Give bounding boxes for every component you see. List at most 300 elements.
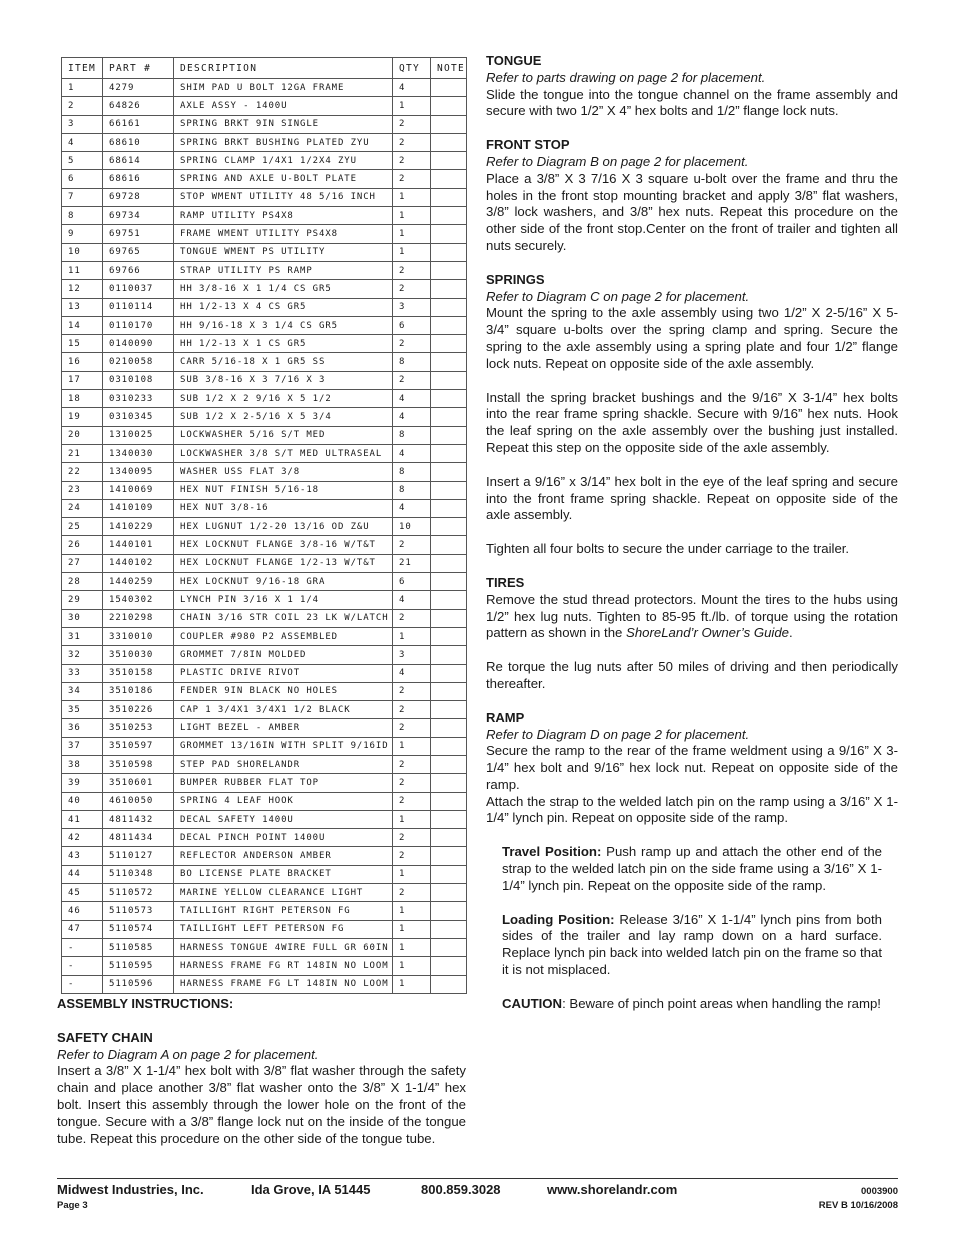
cell-qty: 4: [393, 499, 431, 517]
cell-note: [431, 957, 467, 975]
cell-part-number: 3510601: [103, 774, 174, 792]
cell-qty: 4: [393, 444, 431, 462]
cell-qty: 2: [393, 884, 431, 902]
cell-qty: 1: [393, 957, 431, 975]
left-column: [57, 996, 466, 1147]
cell-qty: 1: [393, 97, 431, 115]
cell-part-number: 68616: [103, 170, 174, 188]
cell-description: SPRING BRKT 9IN SINGLE: [174, 115, 393, 133]
cell-qty: 1: [393, 225, 431, 243]
cell-item: 24: [62, 499, 103, 517]
cell-description: GROMMET 13/16IN WITH SPLIT 9/16ID: [174, 737, 393, 755]
cell-note: [431, 682, 467, 700]
cell-note: [431, 829, 467, 847]
table-row: [62, 774, 467, 792]
cell-part-number: 3510186: [103, 682, 174, 700]
ramp-ref: Refer to Diagram D on page 2 for placement.: [486, 726, 750, 742]
header-note: NOTE: [431, 58, 467, 79]
cell-note: [431, 390, 467, 408]
cell-description: HH 3/8-16 X 1 1/4 CS GR5: [174, 280, 393, 298]
cell-description: FENDER 9IN BLACK NO HOLES: [174, 682, 393, 700]
cell-note: [431, 938, 467, 956]
cell-note: [431, 463, 467, 481]
cell-note: [431, 920, 467, 938]
springs-heading: SPRINGS: [486, 271, 545, 287]
cell-item: 9: [62, 225, 103, 243]
table-row: [62, 426, 467, 444]
cell-item: 31: [62, 627, 103, 645]
cell-part-number: 69728: [103, 188, 174, 206]
table-header-row: [62, 58, 467, 79]
table-row: [62, 810, 467, 828]
cell-note: [431, 188, 467, 206]
table-row: [62, 554, 467, 572]
cell-part-number: 1410069: [103, 481, 174, 499]
table-row: [62, 335, 467, 353]
tires-body-2: Re torque the lug nuts after 50 miles of driving and then periodically thereafter.: [486, 659, 898, 691]
cell-qty: 8: [393, 426, 431, 444]
parts-table: [61, 57, 467, 994]
cell-qty: 2: [393, 152, 431, 170]
cell-item: 47: [62, 920, 103, 938]
cell-item: 6: [62, 170, 103, 188]
cell-description: BUMPER RUBBER FLAT TOP: [174, 774, 393, 792]
cell-part-number: 4811434: [103, 829, 174, 847]
footer-divider: [57, 1178, 898, 1179]
springs-ref: Refer to Diagram C on page 2 for placement.: [486, 288, 750, 304]
table-row: [62, 225, 467, 243]
header-part: PART #: [103, 58, 174, 79]
table-row: [62, 97, 467, 115]
cell-item: 3: [62, 115, 103, 133]
cell-part-number: 3510253: [103, 719, 174, 737]
cell-description: PLASTIC DRIVE RIVOT: [174, 664, 393, 682]
table-row: [62, 243, 467, 261]
cell-part-number: 1440102: [103, 554, 174, 572]
cell-item: 38: [62, 755, 103, 773]
table-row: [62, 536, 467, 554]
cell-description: DECAL SAFETY 1400U: [174, 810, 393, 828]
cell-part-number: 5110573: [103, 902, 174, 920]
cell-part-number: 69765: [103, 243, 174, 261]
cell-qty: 2: [393, 774, 431, 792]
header-description: DESCRIPTION: [174, 58, 393, 79]
table-row: [62, 847, 467, 865]
footer-doc-number: 0003900: [861, 1186, 898, 1197]
cell-part-number: 1340095: [103, 463, 174, 481]
cell-part-number: 1410229: [103, 518, 174, 536]
cell-item: 2: [62, 97, 103, 115]
cell-qty: 8: [393, 463, 431, 481]
cell-note: [431, 975, 467, 993]
cell-qty: 1: [393, 737, 431, 755]
cell-part-number: 3310010: [103, 627, 174, 645]
tongue-body: Slide the tongue into the tongue channel on the frame assembly and secure with two 1/2” X 4” hex bolts and 1/2” flange lock nuts.: [486, 86, 898, 119]
cell-part-number: 0140090: [103, 335, 174, 353]
cell-note: [431, 591, 467, 609]
springs-body-2: Install the spring bracket bushings and the 9/16” X 3-1/4” hex bolts into the rear frame spring shackle. Secure with 9/16” hex nuts. Hook the leaf spring on the axle assembly over the bushing just installed. Repeat this step on the opposite side of the axle assembly.: [486, 389, 898, 455]
ramp-heading: RAMP: [486, 709, 525, 725]
cell-note: [431, 609, 467, 627]
cell-note: [431, 225, 467, 243]
cell-qty: 4: [393, 390, 431, 408]
table-row: [62, 188, 467, 206]
cell-part-number: 5110596: [103, 975, 174, 993]
table-row: [62, 591, 467, 609]
table-row: [62, 298, 467, 316]
table-row: [62, 701, 467, 719]
cell-description: SUB 3/8-16 X 3 7/16 X 3: [174, 371, 393, 389]
cell-item: 15: [62, 335, 103, 353]
cell-note: [431, 261, 467, 279]
cell-item: 12: [62, 280, 103, 298]
cell-description: HEX LOCKNUT 9/16-18 GRA: [174, 573, 393, 591]
tires-body-1: [486, 592, 898, 642]
cell-part-number: 0310108: [103, 371, 174, 389]
table-row: [62, 280, 467, 298]
cell-qty: 1: [393, 627, 431, 645]
cell-description: STOP WMENT UTILITY 48 5/16 INCH: [174, 188, 393, 206]
cell-qty: 2: [393, 261, 431, 279]
table-row: [62, 170, 467, 188]
table-row: [62, 408, 467, 426]
cell-qty: 1: [393, 938, 431, 956]
table-row: [62, 682, 467, 700]
cell-item: 13: [62, 298, 103, 316]
table-row: [62, 884, 467, 902]
cell-item: 42: [62, 829, 103, 847]
cell-note: [431, 115, 467, 133]
cell-item: 37: [62, 737, 103, 755]
cell-note: [431, 884, 467, 902]
cell-note: [431, 79, 467, 97]
cell-note: [431, 408, 467, 426]
cell-note: [431, 664, 467, 682]
cell-item: 41: [62, 810, 103, 828]
table-row: [62, 499, 467, 517]
cell-description: HH 1/2-13 X 1 CS GR5: [174, 335, 393, 353]
footer-city: Ida Grove, IA 51445: [251, 1182, 371, 1197]
table-row: [62, 463, 467, 481]
cell-description: TONGUE WMENT PS UTILITY: [174, 243, 393, 261]
table-row: [62, 792, 467, 810]
cell-qty: 4: [393, 591, 431, 609]
table-row: [62, 609, 467, 627]
cell-item: 18: [62, 390, 103, 408]
footer-website: www.shorelandr.com: [547, 1182, 678, 1197]
cell-part-number: 69766: [103, 261, 174, 279]
loading-position-body: Release 3/16” X 1-1/4” lynch pins from both sides of the trailer and lay ramp down on a hard surface. Replace lynch pin back into welded latch pin on the frame so that it is not misplaced.: [502, 911, 882, 978]
cell-part-number: 4279: [103, 79, 174, 97]
cell-item: 23: [62, 481, 103, 499]
cell-item: 25: [62, 518, 103, 536]
cell-item: 8: [62, 207, 103, 225]
table-row: [62, 152, 467, 170]
cell-qty: 2: [393, 719, 431, 737]
table-row: [62, 975, 467, 993]
cell-qty: 2: [393, 755, 431, 773]
cell-part-number: 68610: [103, 133, 174, 151]
front-stop-ref: Refer to Diagram B on page 2 for placement.: [486, 153, 749, 169]
cell-part-number: 3510598: [103, 755, 174, 773]
cell-qty: 2: [393, 701, 431, 719]
loading-position-paragraph: [502, 912, 882, 979]
safety-chain-body: Insert a 3/8” X 1-1/4” hex bolt with 3/8” flat washer through the safety chain and place another 3/8” flat washer onto the 3/8” X 1-1/4” hex bolt. Insert this assembly through the lower hole on the front of the tongue. Secure with a 3/8” flange lock nut on the inside of the tongue tube. Repeat this procedure on the other side of the tongue tube.: [57, 1063, 466, 1146]
cell-part-number: 2210298: [103, 609, 174, 627]
cell-item: 29: [62, 591, 103, 609]
cell-item: -: [62, 975, 103, 993]
cell-item: 30: [62, 609, 103, 627]
cell-item: 43: [62, 847, 103, 865]
table-row: [62, 920, 467, 938]
cell-part-number: 66161: [103, 115, 174, 133]
cell-qty: 4: [393, 79, 431, 97]
table-row: [62, 938, 467, 956]
cell-description: DECAL PINCH POINT 1400U: [174, 829, 393, 847]
cell-description: HEX LOCKNUT FLANGE 3/8-16 W/T&T: [174, 536, 393, 554]
assembly-instructions-title: ASSEMBLY INSTRUCTIONS:: [57, 996, 234, 1011]
cell-item: 26: [62, 536, 103, 554]
cell-description: CHAIN 3/16 STR COIL 23 LK W/LATCH: [174, 609, 393, 627]
loading-position-label: Loading Position:: [502, 911, 615, 927]
cell-note: [431, 774, 467, 792]
cell-description: COUPLER #980 P2 ASSEMBLED: [174, 627, 393, 645]
cell-qty: 6: [393, 573, 431, 591]
cell-note: [431, 810, 467, 828]
cell-note: [431, 207, 467, 225]
cell-description: HEX LOCKNUT FLANGE 1/2-13 W/T&T: [174, 554, 393, 572]
cell-qty: 1: [393, 207, 431, 225]
cell-item: 21: [62, 444, 103, 462]
header-qty: QTY: [393, 58, 431, 79]
table-row: [62, 755, 467, 773]
table-row: [62, 261, 467, 279]
cell-qty: 21: [393, 554, 431, 572]
cell-description: FRAME WMENT UTILITY PS4X8: [174, 225, 393, 243]
cell-qty: 4: [393, 408, 431, 426]
cell-note: [431, 335, 467, 353]
cell-qty: 1: [393, 243, 431, 261]
cell-note: [431, 152, 467, 170]
cell-note: [431, 865, 467, 883]
footer-company: Midwest Industries, Inc.: [57, 1182, 204, 1197]
cell-item: 17: [62, 371, 103, 389]
cell-part-number: 1310025: [103, 426, 174, 444]
header-item: ITEM: [62, 58, 103, 79]
cell-note: [431, 847, 467, 865]
cell-description: HEX NUT FINISH 5/16-18: [174, 481, 393, 499]
cell-item: 44: [62, 865, 103, 883]
cell-description: GROMMET 7/8IN MOLDED: [174, 646, 393, 664]
cell-note: [431, 353, 467, 371]
table-row: [62, 865, 467, 883]
cell-note: [431, 627, 467, 645]
table-row: [62, 353, 467, 371]
cell-description: CAP 1 3/4X1 3/4X1 1/2 BLACK: [174, 701, 393, 719]
cell-note: [431, 298, 467, 316]
cell-item: 14: [62, 316, 103, 334]
cell-part-number: 1340030: [103, 444, 174, 462]
cell-item: 10: [62, 243, 103, 261]
cell-description: BO LICENSE PLATE BRACKET: [174, 865, 393, 883]
cell-part-number: 5110572: [103, 884, 174, 902]
cell-part-number: 5110595: [103, 957, 174, 975]
footer-page-number: Page 3: [57, 1200, 88, 1211]
safety-chain-ref: Refer to Diagram A on page 2 for placement.: [57, 1046, 319, 1062]
cell-description: RAMP UTILITY PS4X8: [174, 207, 393, 225]
cell-note: [431, 280, 467, 298]
table-row: [62, 719, 467, 737]
cell-description: LOCKWASHER 3/8 S/T MED ULTRASEAL: [174, 444, 393, 462]
table-row: [62, 79, 467, 97]
cell-note: [431, 737, 467, 755]
cell-qty: 1: [393, 188, 431, 206]
cell-qty: 1: [393, 975, 431, 993]
cell-note: [431, 701, 467, 719]
cell-part-number: 5110127: [103, 847, 174, 865]
cell-part-number: 0110114: [103, 298, 174, 316]
table-row: [62, 207, 467, 225]
springs-body-1: Mount the spring to the axle assembly using two 1/2” X 2-5/16” X 5-3/4” square u-bolts over the spring clamp and spring. Secure the spring to the axle assembly using a spring plate and four 1/2” flange lock nuts. Repeat on opposite side of the axle assembly.: [486, 305, 898, 371]
cell-description: HEX NUT 3/8-16: [174, 499, 393, 517]
cell-item: 28: [62, 573, 103, 591]
cell-item: 36: [62, 719, 103, 737]
cell-item: 19: [62, 408, 103, 426]
cell-part-number: 0310345: [103, 408, 174, 426]
cell-description: STRAP UTILITY PS RAMP: [174, 261, 393, 279]
cell-item: 1: [62, 79, 103, 97]
cell-qty: 2: [393, 609, 431, 627]
cell-item: 45: [62, 884, 103, 902]
cell-part-number: 5110585: [103, 938, 174, 956]
cell-part-number: 5110348: [103, 865, 174, 883]
cell-description: HARNESS FRAME FG RT 148IN NO LOOM: [174, 957, 393, 975]
footer-revision: REV B 10/16/2008: [818, 1200, 898, 1211]
tongue-ref: Refer to parts drawing on page 2 for placement.: [486, 69, 766, 85]
cell-item: 35: [62, 701, 103, 719]
cell-item: 33: [62, 664, 103, 682]
caution-body: : Beware of pinch point areas when handling the ramp!: [562, 995, 881, 1011]
right-column: [486, 53, 898, 1013]
tires-body-1-text: Remove the stud thread protectors. Mount the tires to the hubs using 1/2” hex lug nuts. Tighten to 85-95 ft./lb. of torque using the rotation pattern as shown in the: [486, 591, 898, 641]
cell-qty: 2: [393, 792, 431, 810]
cell-note: [431, 243, 467, 261]
cell-note: [431, 97, 467, 115]
cell-note: [431, 554, 467, 572]
cell-qty: 8: [393, 481, 431, 499]
cell-qty: 4: [393, 664, 431, 682]
cell-note: [431, 444, 467, 462]
table-row: [62, 664, 467, 682]
cell-item: 40: [62, 792, 103, 810]
cell-qty: 1: [393, 920, 431, 938]
cell-part-number: 4811432: [103, 810, 174, 828]
cell-qty: 3: [393, 298, 431, 316]
cell-qty: 2: [393, 170, 431, 188]
cell-description: LIGHT BEZEL - AMBER: [174, 719, 393, 737]
cell-description: HEX LUGNUT 1/2-20 13/16 OD Z&U: [174, 518, 393, 536]
cell-part-number: 3510030: [103, 646, 174, 664]
cell-qty: 2: [393, 682, 431, 700]
cell-qty: 2: [393, 829, 431, 847]
cell-part-number: 64826: [103, 97, 174, 115]
cell-item: 4: [62, 133, 103, 151]
cell-qty: 3: [393, 646, 431, 664]
cell-part-number: 0310233: [103, 390, 174, 408]
table-row: [62, 316, 467, 334]
cell-note: [431, 481, 467, 499]
cell-description: WASHER USS FLAT 3/8: [174, 463, 393, 481]
table-row: [62, 627, 467, 645]
cell-part-number: 3510158: [103, 664, 174, 682]
cell-note: [431, 755, 467, 773]
cell-part-number: 3510226: [103, 701, 174, 719]
table-row: [62, 518, 467, 536]
cell-description: SPRING AND AXLE U-BOLT PLATE: [174, 170, 393, 188]
travel-position-paragraph: [502, 844, 882, 894]
table-row: [62, 371, 467, 389]
cell-note: [431, 316, 467, 334]
cell-item: 7: [62, 188, 103, 206]
cell-qty: 2: [393, 280, 431, 298]
ramp-body-2: Attach the strap to the welded latch pin on the ramp using a 3/16” X 1-1/4” lynch pin. Repeat on opposite side of the ramp.: [486, 793, 898, 826]
cell-description: REFLECTOR ANDERSON AMBER: [174, 847, 393, 865]
cell-part-number: 1440259: [103, 573, 174, 591]
cell-qty: 2: [393, 133, 431, 151]
travel-position-body: Push ramp up and attach the other end of the strap to the welded latch pin on the side frame using a 3/16” X 1-1/4” lynch pin. Repeat on the opposite side of the ramp.: [502, 844, 882, 893]
cell-item: 32: [62, 646, 103, 664]
tires-heading: TIRES: [486, 574, 525, 590]
table-row: [62, 646, 467, 664]
cell-description: SPRING 4 LEAF HOOK: [174, 792, 393, 810]
safety-chain-heading: SAFETY CHAIN: [57, 1029, 153, 1045]
cell-description: TAILLIGHT RIGHT PETERSON FG: [174, 902, 393, 920]
cell-part-number: 69751: [103, 225, 174, 243]
cell-description: SPRING CLAMP 1/4X1 1/2X4 ZYU: [174, 152, 393, 170]
cell-part-number: 4610050: [103, 792, 174, 810]
cell-qty: 2: [393, 115, 431, 133]
cell-item: 16: [62, 353, 103, 371]
cell-item: 34: [62, 682, 103, 700]
cell-description: TAILLIGHT LEFT PETERSON FG: [174, 920, 393, 938]
tongue-heading: TONGUE: [486, 53, 542, 68]
cell-qty: 2: [393, 847, 431, 865]
cell-item: 20: [62, 426, 103, 444]
cell-note: [431, 792, 467, 810]
cell-qty: 1: [393, 810, 431, 828]
table-row: [62, 481, 467, 499]
springs-body-3: Insert a 9/16” x 3/14” hex bolt in the eye of the leaf spring and secure into the front frame spring shackle. Repeat on opposite side of the axle assembly.: [486, 473, 898, 523]
cell-description: STEP PAD SHORELANDR: [174, 755, 393, 773]
cell-qty: 2: [393, 371, 431, 389]
cell-part-number: 68614: [103, 152, 174, 170]
cell-part-number: 1410109: [103, 499, 174, 517]
cell-item: -: [62, 957, 103, 975]
cell-description: SPRING BRKT BUSHING PLATED ZYU: [174, 133, 393, 151]
owners-guide-title: ShoreLand’r Owner’s Guide: [626, 625, 790, 641]
cell-item: 46: [62, 902, 103, 920]
cell-qty: 8: [393, 353, 431, 371]
cell-description: HARNESS FRAME FG LT 148IN NO LOOM: [174, 975, 393, 993]
cell-description: MARINE YELLOW CLEARANCE LIGHT: [174, 884, 393, 902]
cell-note: [431, 573, 467, 591]
table-row: [62, 444, 467, 462]
cell-part-number: 0210058: [103, 353, 174, 371]
table-row: [62, 115, 467, 133]
cell-description: SUB 1/2 X 2 9/16 X 5 1/2: [174, 390, 393, 408]
cell-description: HH 9/16-18 X 3 1/4 CS GR5: [174, 316, 393, 334]
cell-item: 39: [62, 774, 103, 792]
